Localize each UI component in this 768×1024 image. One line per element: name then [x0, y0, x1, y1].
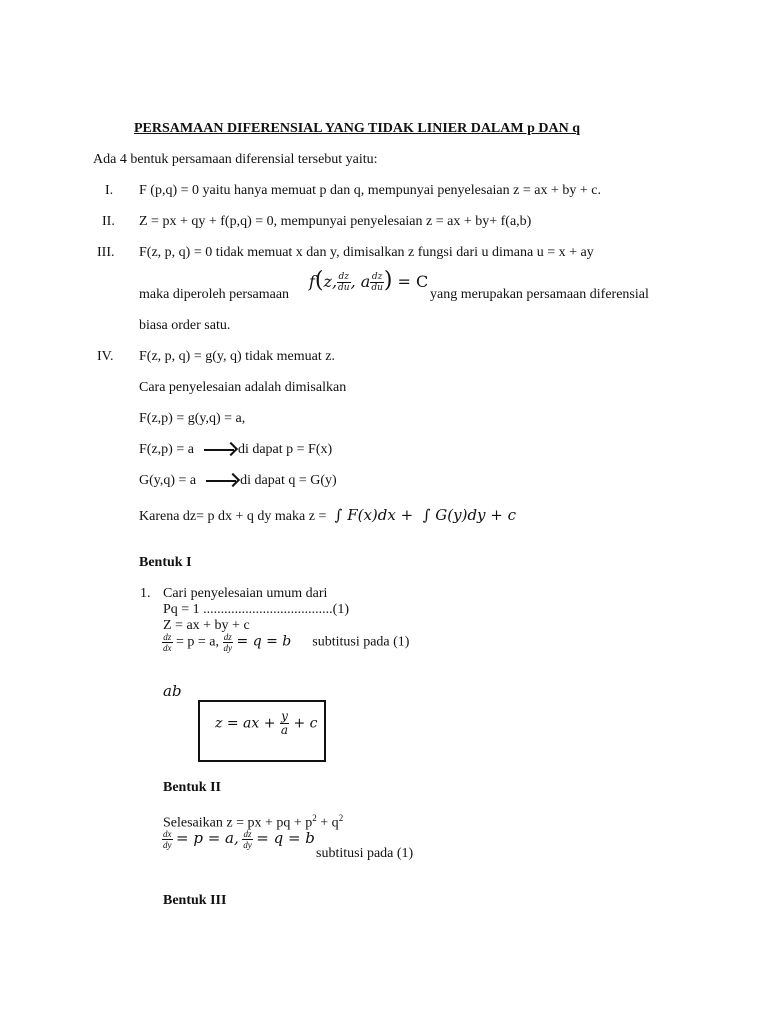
page-title: PERSAMAAN DIFERENSIAL YANG TIDAK LINIER DALAM p DAN q: [134, 121, 580, 136]
bentuk-ii-line1: Selesaikan z = px + pq + $p^2 + q^2$: [163, 813, 344, 831]
item-iv-sub4a: G(y,q) = a: [139, 473, 197, 488]
bentuk-i-subst-mid: = p = a,: [176, 634, 220, 650]
bentuk-ii-line1-b: + q: [316, 815, 339, 831]
right-arrow-icon: [204, 449, 234, 451]
intro-text: Ada 4 bentuk persamaan diferensial tersebut yaitu:: [93, 152, 378, 167]
item-iv-sub5: [139, 506, 516, 525]
bentuk-i-ab: ab: [163, 682, 182, 700]
item-i-text: F (p,q) = 0 yaitu hanya memuat p dan q, mempunyai penyelesaian z = ax + by + c.: [139, 183, 601, 198]
eq-q-b: = q = b: [256, 829, 315, 847]
bentuk-i-number: 1.: [140, 586, 151, 601]
item-ii-number: II.: [102, 214, 115, 229]
item-iii-number: III.: [97, 245, 115, 260]
right-arrow-icon: [206, 480, 236, 482]
item-iv-sub3: [139, 442, 332, 458]
item-iv-sub3a: F(z,p) = a: [139, 442, 194, 457]
item-iv-sub2: F(z,p) = g(y,q) = a,: [139, 411, 246, 426]
bentuk-ii-line1-a: Selesaikan z = px + pq + p: [163, 815, 313, 831]
bentuk-ii-subst-end: subtitusi pada (1): [316, 846, 414, 861]
item-ii-text: Z = px + qy + f(p,q) = 0, mempunyai penyelesaian z = ax + by+ f(a,b): [139, 214, 532, 229]
bentuk-ii-subst: [162, 829, 315, 850]
bentuk-i-line3: Z = ax + by + c: [163, 618, 250, 633]
item-iv-sub1: Cara penyelesaian adalah dimisalkan: [139, 380, 347, 395]
item-iv-sub4b: di dapat q = G(y): [240, 473, 337, 488]
bentuk-ii-heading: Bentuk II: [163, 780, 221, 795]
bentuk-i-line1: Cari penyelesaian umum dari: [163, 586, 328, 601]
item-iii-line3: biasa order satu.: [139, 318, 231, 333]
eq-q-b: = q = b: [236, 633, 292, 650]
bentuk-i-subst-end: subtitusi pada (1): [312, 634, 410, 650]
frac-dz-dy: $\frac{dz}{dy}$: [243, 829, 252, 851]
answer-formula: z = ax + $\frac{y}{a}$ + c: [215, 709, 318, 737]
item-iv-number: IV.: [97, 349, 114, 364]
frac-dz-dy: $\frac{dz}{dy}$: [223, 632, 233, 653]
frac-dx-dy: $\frac{dx}{dy}$: [163, 829, 172, 851]
item-i-number: I.: [105, 183, 114, 198]
answer-box: [198, 700, 326, 762]
integral-formula: ∫ F(x)dx + ∫ G(y)dy + c: [329, 506, 517, 524]
item-iii-line2b: yang merupakan persamaan diferensial: [430, 287, 649, 302]
bentuk-i-line2: Pq = 1 .....................................(1): [163, 602, 350, 617]
item-iv-sub3b: di dapat p = F(x): [237, 442, 333, 457]
item-iv-text: F(z, p, q) = g(y, q) tidak memuat z.: [139, 349, 335, 364]
bentuk-i-heading: Bentuk I: [139, 555, 192, 570]
item-iii-formula: f(z, $\frac{dz}{du}$ , a $\frac{dz}{du}$ ) = C: [309, 268, 429, 293]
item-iii-line2a: maka diperoleh persamaan: [139, 287, 290, 302]
eq-p-a: = p = a,: [176, 829, 239, 847]
bentuk-iii-heading: Bentuk III: [163, 893, 227, 908]
item-iv-sub5-text: Karena dz= p dx + q dy maka z =: [139, 509, 327, 524]
bentuk-i-subst: [162, 632, 409, 653]
frac-dz-dx: $\frac{dz}{dx}$: [163, 632, 172, 653]
item-iv-sub4: [139, 473, 337, 489]
item-iii-text: F(z, p, q) = 0 tidak memuat x dan y, dimisalkan z fungsi dari u dimana u = x + ay: [139, 245, 594, 260]
